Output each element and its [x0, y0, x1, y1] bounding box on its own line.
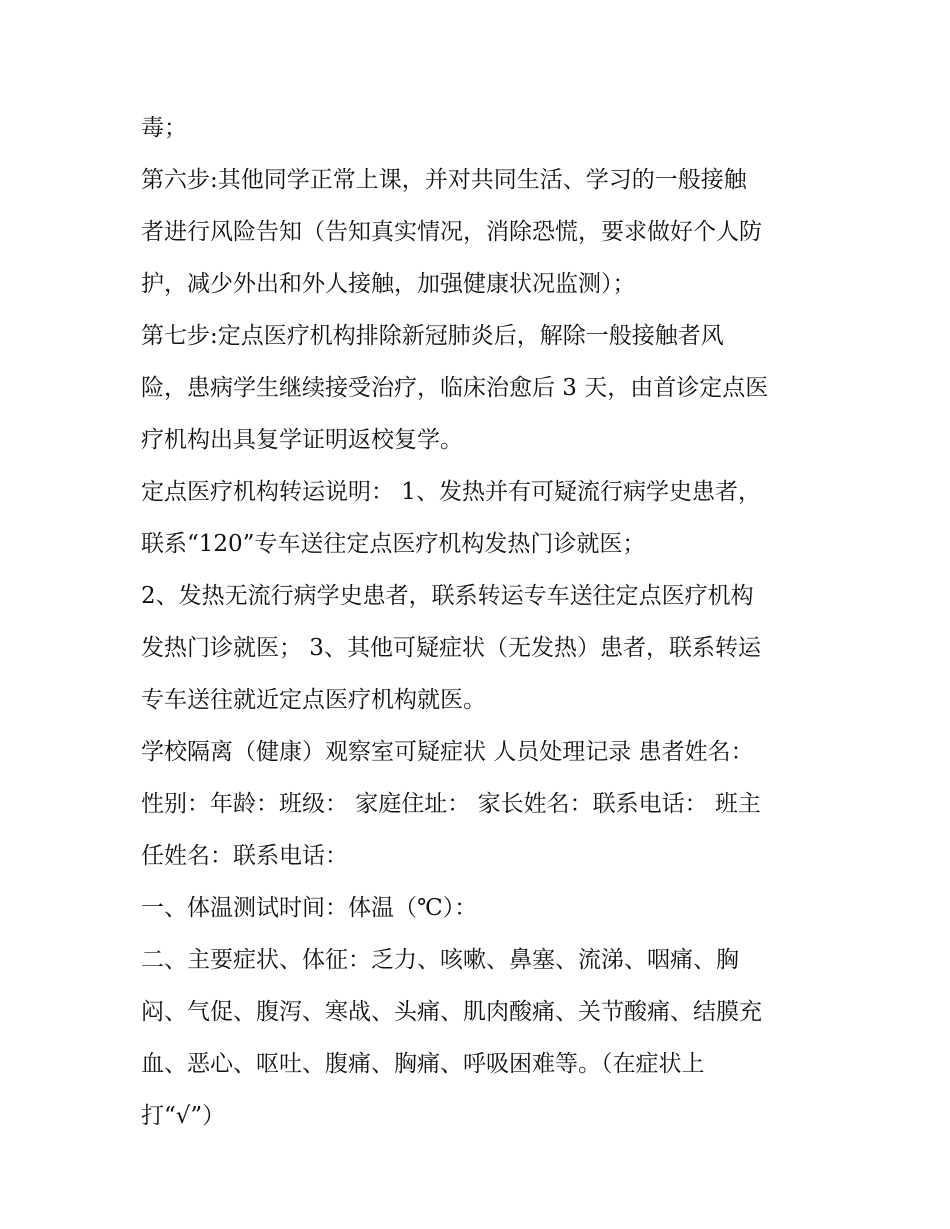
text-line-17: 二、主要症状、体征：乏力、咳嗽、鼻塞、流涕、咽痛、胸 [141, 947, 739, 973]
text-line-13: 学校隔离（健康）观察室可疑症状 人员处理记录 患者姓名： [141, 739, 754, 765]
text-line-7: 疗机构出具复学证明返校复学。 [141, 427, 463, 453]
text-line-6: 险，患病学生继续接受治疗，临床治愈后 3 天，由首诊定点医 [141, 375, 769, 401]
text-line-11: 发热门诊就医； 3、其他可疑症状（无发热）患者，联系转运 [141, 635, 761, 661]
text-line-15: 任姓名：联系电话： [141, 843, 348, 869]
text-line-4: 护，减少外出和外人接触，加强健康状况监测）； [141, 271, 636, 297]
text-line-10: 2、发热无流行病学史患者，联系转运专车送往定点医疗机构 [141, 583, 754, 609]
text-line-16: 一、体温测试时间：体温（℃）： [141, 895, 478, 921]
text-line-12: 专车送往就近定点医疗机构就医。 [141, 687, 486, 713]
text-line-8: 定点医疗机构转运说明： 1、发热并有可疑流行病学史患者， [141, 479, 761, 505]
text-line-5: 第七步:定点医疗机构排除新冠肺炎后，解除一般接触者风 [141, 323, 724, 349]
text-line-20: 打“√”） [141, 1103, 226, 1129]
text-line-18: 闷、气促、腹泻、寒战、头痛、肌肉酸痛、关节酸痛、结膜充 [141, 999, 762, 1025]
text-line-1: 毒； [141, 115, 187, 141]
text-line-14: 性别：年龄：班级： 家庭住址： 家长姓名：联系电话： 班主 [141, 791, 761, 817]
text-line-9: 联系“120”专车送往定点医疗机构发热门诊就医； [141, 531, 646, 557]
text-line-19: 血、恶心、呕吐、腹痛、胸痛、呼吸困难等。（在症状上 [141, 1051, 705, 1077]
text-line-2: 第六步:其他同学正常上课，并对共同生活、学习的一般接触 [141, 167, 747, 193]
text-line-3: 者进行风险告知（告知真实情况，消除恐慌，要求做好个人防 [141, 219, 762, 245]
